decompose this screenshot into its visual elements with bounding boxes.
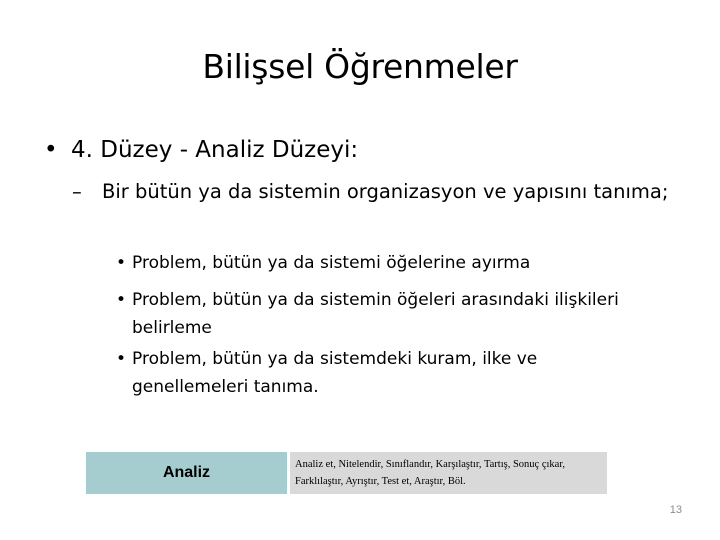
level3-bullet-item (116, 345, 636, 401)
level3-bullet-item (116, 286, 636, 342)
analiz-label: Analiz (162, 464, 211, 481)
page-number: 13 (669, 504, 682, 516)
analiz-verbs-text: Analiz et, Nitelendir, Sınıflandır, Karşılaştır, Tartış, Sonuç çıkar, Farklılaştır, Ayrıştır, Test et, Araştır, Böl. (295, 459, 566, 487)
level3-text: Problem, bütün ya da sistemin öğeleri arasındaki ilişkileri belirleme (132, 290, 619, 338)
bullet-icon: • (116, 253, 127, 273)
level1-text: 4. Düzey - Analiz Düzeyi: (71, 137, 359, 163)
level3-text: Problem, bütün ya da sistemdeki kuram, ilke ve genellemeleri tanıma. (132, 349, 538, 397)
slide-title: Bilişsel Öğrenmeler (202, 47, 518, 86)
analiz-label-cell (86, 452, 287, 494)
analiz-verbs-cell (290, 452, 607, 494)
dash-icon: – (72, 180, 82, 203)
bullet-icon: • (116, 290, 127, 310)
level2-dash-item (72, 176, 672, 207)
level2-text: Bir bütün ya da sistemin organizasyon ve yapısını tanıma; (102, 180, 669, 203)
bullet-icon: • (44, 137, 58, 163)
level3-text: Problem, bütün ya da sistemi öğelerine ayırma (132, 253, 531, 273)
bullet-icon: • (116, 349, 127, 369)
level3-bullet-item (116, 249, 636, 277)
